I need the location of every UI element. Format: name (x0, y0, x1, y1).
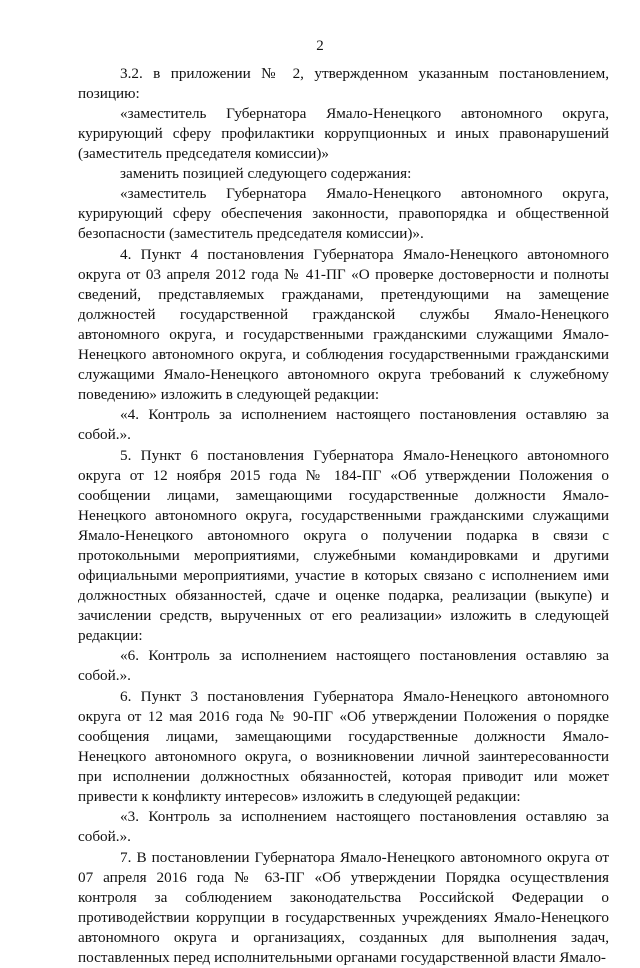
quoted-control-4: «4. Контроль за исполнением настоящего постановления оставляю за собой.». (78, 406, 609, 443)
quoted-control-6: «6. Контроль за исполнением настоящего постановления оставляю за собой.». (78, 647, 609, 684)
quoted-old-position: «заместитель Губернатора Ямало-Ненецкого автономного округа, курирующий сферу профилактики коррупционных и иных правонарушений (заместитель председателя комиссии)» (78, 105, 609, 162)
paragraph-item-6: 6. Пункт 3 постановления Губернатора Ямало-Ненецкого автономного округа от 12 мая 2016 года № 90-ПГ «Об утверждении Положения о порядке сообщения лицами, замещающими государственные должности Ямало-Ненецкого автономного округа, о возникновении личной заинтересованности при исполнении должностных обязанностей, которая приводит или может привести к конфликту интересов» изложить в следующей редакции: (78, 688, 609, 805)
page-number: 2 (316, 38, 324, 54)
document-body (78, 64, 609, 968)
paragraph-item-4: 4. Пункт 4 постановления Губернатора Ямало-Ненецкого автономного округа от 03 апреля 2012 года № 41-ПГ «О проверке достоверности и полноты сведений, представляемых гражданами, претендующими на замещение должностей государственной гражданской службы Ямало-Ненецкого автономного округа, и государственными гражданскими служащими Ямало-Ненецкого автономного округа, и соблюдения государственными гражданскими служащими Ямало-Ненецкого автономного округа требований к служебному поведению» изложить в следующей редакции: (78, 246, 609, 403)
quoted-control-3: «3. Контроль за исполнением настоящего постановления оставляю за собой.». (78, 808, 609, 845)
paragraph-item-7: 7. В постановлении Губернатора Ямало-Ненецкого автономного округа от 07 апреля 2016 года № 63-ПГ «Об утверждении Порядка осуществления контроля за соблюдением законодательства Российской Федерации о противодействии коррупции в государственных учреждениях Ямало-Ненецкого автономного округа и организациях, созданных для выполнения задач, поставленных перед исполнительными органами государственной власти Ямало- (78, 849, 609, 966)
paragraph-replace-with: заменить позицией следующего содержания: (120, 165, 412, 182)
quoted-new-position: «заместитель Губернатора Ямало-Ненецкого автономного округа, курирующий сферу обеспечения законности, правопорядка и общественной безопасности (заместитель председателя комиссии)». (78, 185, 609, 242)
paragraph-item-5: 5. Пункт 6 постановления Губернатора Ямало-Ненецкого автономного округа от 12 ноября 2015 года № 184-ПГ «Об утверждении Положения о сообщении лицами, замещающими государственные должности Ямало-Ненецкого автономного округа, государственными гражданскими служащими Ямало-Ненецкого автономного округа о получении подарка в связи с протокольными мероприятиями, служебными командировками и другими официальными мероприятиями, участие в которых связано с исполнением ими должностных обязанностей, сдаче и оценке подарка, реализации (выкупе) и зачислении средств, вырученных от его реализации» изложить в следующей редакции: (78, 447, 609, 644)
paragraph-3-2: 3.2. в приложении № 2, утвержденном указанным постановлением, позицию: (78, 65, 609, 102)
